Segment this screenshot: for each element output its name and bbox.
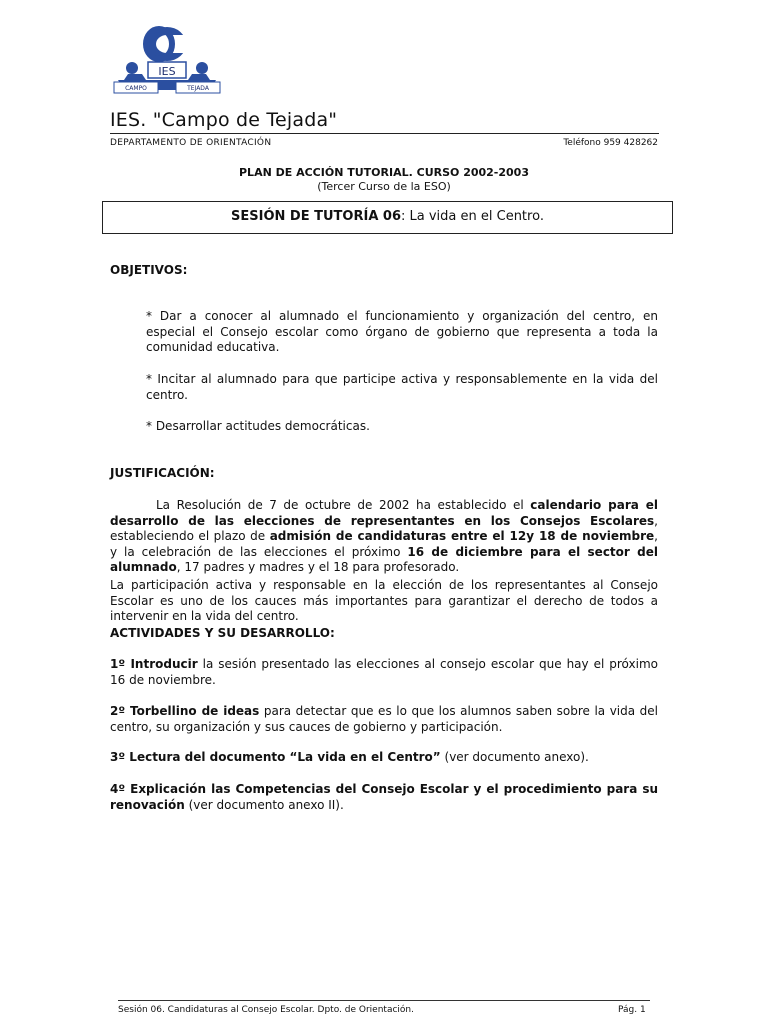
- footer-text: Sesión 06. Candidaturas al Consejo Escolar. Dpto. de Orientación.: [118, 1005, 414, 1015]
- school-name: IES. "Campo de Tejada": [110, 109, 338, 131]
- activity-text: para detectar que es lo que los alumnos saben sobre la vida del centro, su organización y sus cauces de gobierno y participación.: [110, 704, 658, 734]
- activity-item: [110, 657, 658, 688]
- logo-left-label: CAMPO: [125, 85, 147, 92]
- activities-heading: ACTIVIDADES Y SU DESARROLLO:: [110, 626, 335, 640]
- footer-divider: [118, 1000, 650, 1001]
- phone-number: Teléfono 959 428262: [563, 138, 658, 148]
- activity-bold: 2º Torbellino de ideas: [110, 704, 260, 718]
- text-run: , y la celebración de las elecciones el próximo: [110, 529, 658, 559]
- header-divider: [110, 133, 659, 134]
- activity-item: [110, 704, 658, 735]
- logo-right-label: TEJADA: [187, 85, 209, 92]
- session-title: [102, 209, 673, 224]
- activity-text: (ver documento anexo II).: [184, 797, 344, 812]
- justification-paragraph-1: [110, 498, 658, 576]
- department-label: DEPARTAMENTO DE ORIENTACIÓN: [110, 138, 272, 148]
- justification-paragraph-2: La participación activa y responsable en la elección de los representantes al Consejo Escolar es uno de los cauces más importantes para garantizar el derecho de todos a intervenir en la vida del centro.: [110, 578, 658, 623]
- bold-run: 16 de diciembre para el sector del alumnado: [110, 544, 658, 574]
- activity-bold: 3º Lectura del documento “La vida en el Centro”: [110, 750, 441, 764]
- activity-bold: 4º Explicación las Competencias del Consejo Escolar y el procedimiento para su renovación: [110, 782, 658, 812]
- objectives-heading: OBJETIVOS:: [110, 263, 188, 277]
- objective-item: * Desarrollar actitudes democráticas.: [146, 419, 370, 433]
- logo-sign: IES: [158, 65, 176, 78]
- objective-item: * Incitar al alumnado para que participe activa y responsablemente en la vida del centro.: [146, 372, 658, 402]
- text-run: La Resolución de 7 de octubre de 2002 ha establecido el: [156, 498, 531, 512]
- activity-bold: 1º Introducir: [110, 657, 198, 671]
- activity-item: [110, 782, 658, 813]
- session-title-rest: : La vida en el Centro.: [401, 209, 544, 224]
- activity-text: la sesión presentado las elecciones al consejo escolar que hay el próximo 16 de noviembre.: [110, 657, 658, 687]
- objective-item: * Dar a conocer al alumnado el funcionamiento y organización del centro, en especial el Consejo escolar como órgano de gobierno que representa a toda la comunidad educativa.: [146, 309, 658, 354]
- text-run: , 17 padres y madres y el 18 para profesorado.: [176, 560, 460, 574]
- session-title-bold: SESIÓN DE TUTORÍA 06: [231, 209, 401, 224]
- text-run: , estableciendo el plazo de: [110, 513, 658, 543]
- plan-title: PLAN DE ACCIÓN TUTORIAL. CURSO 2002-2003: [239, 166, 529, 179]
- school-logo: [108, 24, 226, 100]
- bold-run: calendario para el desarrollo de las elecciones de representantes en los Consejos Escolares: [110, 498, 658, 528]
- bold-run: admisión de candidaturas entre el 12y 18 de noviembre: [269, 529, 655, 543]
- activity-item: [110, 750, 658, 766]
- justification-heading: JUSTIFICACIÓN:: [110, 466, 215, 480]
- activity-text: (ver documento anexo).: [440, 750, 589, 764]
- page-number: Pág. 1: [618, 1005, 646, 1015]
- plan-subtitle: (Tercer Curso de la ESO): [317, 180, 451, 193]
